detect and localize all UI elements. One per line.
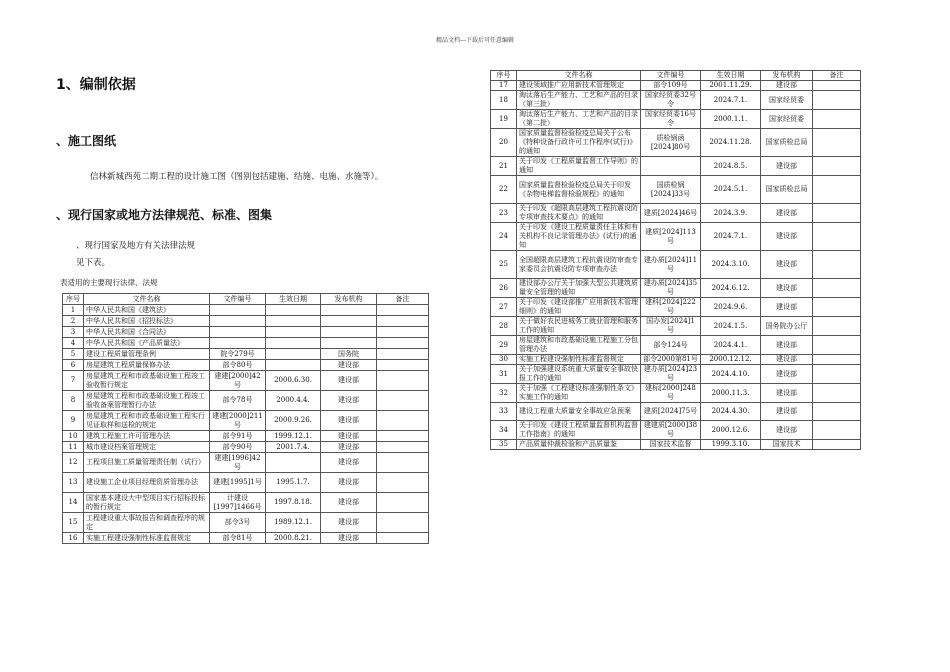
cell-no: 16: [63, 533, 84, 544]
cell-code: 建质[2024]75号: [641, 403, 701, 421]
cell-date: 2000.12.6.: [701, 421, 761, 440]
cell-no: 17: [491, 81, 517, 91]
table-row: [63, 493, 429, 513]
table-header-row: [491, 71, 861, 81]
table-row: [63, 473, 429, 493]
heading-drawings: 、施工图纸: [56, 134, 117, 148]
cell-note: [377, 338, 429, 349]
cell-code: [210, 316, 266, 327]
cell-no: 27: [491, 298, 517, 317]
cell-org: 建设部: [321, 513, 377, 533]
cell-org: 建设部: [761, 355, 813, 365]
cell-no: 20: [491, 129, 517, 157]
table-row: [63, 327, 429, 338]
table-row: [491, 355, 861, 365]
column-header: 发布机构: [321, 294, 377, 305]
cell-note: [813, 129, 861, 157]
cell-code: 建建[2000]211号: [210, 411, 266, 431]
table-row: [63, 513, 429, 533]
table-row: [63, 316, 429, 327]
cell-name: 中华人民共和国《合同法》: [84, 327, 210, 338]
cell-no: 8: [63, 391, 84, 411]
table-row: [63, 371, 429, 391]
cell-org: 建设部: [761, 336, 813, 355]
cell-name: 关于加强《工程建设标准强制性条文》实施工作的通知: [517, 384, 641, 403]
cell-note: [813, 355, 861, 365]
cell-no: 12: [63, 453, 84, 473]
cell-name: 建设工程重大质量安全事故应急预案: [517, 403, 641, 421]
cell-code: 建标[2000]248号: [641, 384, 701, 403]
column-header: 生效日期: [701, 71, 761, 81]
cell-note: [377, 513, 429, 533]
cell-date: 2024.3.9.: [701, 204, 761, 223]
table-caption: 表适用的主要现行法律、法规: [60, 278, 158, 287]
cell-code: 国家经贸委16号令: [641, 110, 701, 129]
cell-note: [813, 223, 861, 251]
column-header: 备注: [813, 71, 861, 81]
cell-date: 2024.4.10.: [701, 365, 761, 384]
cell-no: 28: [491, 317, 517, 336]
cell-no: 6: [63, 360, 84, 371]
cell-note: [377, 473, 429, 493]
cell-note: [377, 327, 429, 338]
cell-note: [377, 431, 429, 442]
cell-name: 建设施工企业项目经理资质管理办法: [84, 473, 210, 493]
cell-org: 建设部: [761, 223, 813, 251]
laws-line-1: 、现行国家及地方有关法律法规: [76, 241, 196, 251]
cell-note: [813, 204, 861, 223]
cell-org: 建设部: [321, 431, 377, 442]
cell-note: [813, 298, 861, 317]
cell-name: 工程项目施工质量管理责任制（试行）: [84, 453, 210, 473]
cell-no: 10: [63, 431, 84, 442]
table-row: [63, 305, 429, 316]
cell-org: 建设部: [321, 371, 377, 391]
cell-no: 2: [63, 316, 84, 327]
cell-no: 32: [491, 384, 517, 403]
cell-note: [377, 442, 429, 453]
cell-note: [813, 157, 861, 176]
cell-org: 建设部: [761, 204, 813, 223]
cell-org: 建设部: [761, 279, 813, 298]
cell-name: 中华人民共和国《建筑法》: [84, 305, 210, 316]
table-row: [63, 453, 429, 473]
cell-name: 关于印发《工程质量监督工作导则》的通知: [517, 157, 641, 176]
cell-code: 国家技术监督: [641, 440, 701, 450]
column-header: 序号: [63, 294, 84, 305]
cell-note: [813, 384, 861, 403]
cell-date: 2001.7.4.: [266, 442, 321, 453]
cell-date: 1997.8.18.: [266, 493, 321, 513]
table-row: [491, 317, 861, 336]
cell-note: [377, 453, 429, 473]
cell-code: [210, 305, 266, 316]
cell-no: 30: [491, 355, 517, 365]
cell-org: 建设部: [761, 81, 813, 91]
cell-org: 国务院: [321, 349, 377, 360]
cell-no: 11: [63, 442, 84, 453]
table-row: [491, 421, 861, 440]
cell-note: [377, 411, 429, 431]
cell-no: 7: [63, 371, 84, 391]
cell-org: 国家质检总局: [761, 176, 813, 204]
cell-org: [321, 316, 377, 327]
cell-no: 24: [491, 223, 517, 251]
cell-no: 5: [63, 349, 84, 360]
cell-note: [377, 360, 429, 371]
cell-name: 实施工程建设强制性标准监督规定: [517, 355, 641, 365]
drawings-text: 信林新城西苑二期工程的设计施工图（图别包括建施、结施、电施、水施等）。: [90, 172, 384, 182]
cell-name: 全国超限高层建筑工程抗震设防审查专家委员会抗震设防专项审查办法: [517, 251, 641, 279]
cell-no: 3: [63, 327, 84, 338]
table-row: [491, 176, 861, 204]
table-row: [491, 384, 861, 403]
table-row: [491, 223, 861, 251]
cell-name: 淘汰落后生产能力、工艺和产品的目录（第三批）: [517, 91, 641, 110]
cell-note: [813, 421, 861, 440]
column-header: 文件编号: [210, 294, 266, 305]
cell-date: 1999.3.10.: [701, 440, 761, 450]
cell-org: [321, 305, 377, 316]
cell-org: 建设部: [761, 157, 813, 176]
table-row: [491, 81, 861, 91]
cell-note: [377, 316, 429, 327]
cell-no: 34: [491, 421, 517, 440]
table-header-row: [63, 294, 429, 305]
laws-line-2: 见下表。: [76, 258, 111, 268]
cell-date: 2000.9.26.: [266, 411, 321, 431]
table-row: [491, 336, 861, 355]
cell-org: 建设部: [321, 391, 377, 411]
cell-note: [377, 493, 429, 513]
cell-code: 建质[2024]113号: [641, 223, 701, 251]
cell-date: [266, 327, 321, 338]
cell-date: 1995.1.7.: [266, 473, 321, 493]
cell-org: 建设部: [761, 251, 813, 279]
cell-note: [813, 110, 861, 129]
cell-org: 建设部: [321, 533, 377, 544]
cell-date: 2000.4.4.: [266, 391, 321, 411]
cell-code: 部令90号: [210, 442, 266, 453]
cell-code: 建建[1995]1号: [210, 473, 266, 493]
column-header: 发布机构: [761, 71, 813, 81]
cell-code: 部令124号: [641, 336, 701, 355]
laws-table-left: [62, 293, 429, 544]
cell-no: 9: [63, 411, 84, 431]
cell-note: [813, 81, 861, 91]
cell-code: 建建[1996]42号: [210, 453, 266, 473]
cell-name: 房屋建筑工程质量保修办法: [84, 360, 210, 371]
cell-org: 国家质检总局: [761, 129, 813, 157]
cell-code: [210, 327, 266, 338]
cell-code: 国家经贸委32号令: [641, 91, 701, 110]
cell-date: 2024.4.30.: [701, 403, 761, 421]
cell-no: 19: [491, 110, 517, 129]
cell-date: 2001.11.29.: [701, 81, 761, 91]
column-header: 文件名称: [84, 294, 210, 305]
cell-code: 建建质[2000]38号: [641, 421, 701, 440]
cell-no: 31: [491, 365, 517, 384]
cell-date: 1999.12.1.: [266, 431, 321, 442]
cell-name: 关于印发《超限高层建筑工程抗震设防专项审查技术要点》的通知: [517, 204, 641, 223]
cell-name: 关于印发《建设部推广应用新技术管理细则》的通知: [517, 298, 641, 317]
cell-date: 2024.7.1.: [701, 223, 761, 251]
cell-name: 房屋建筑工程和市政基础设施工程竣工验收暂行规定: [84, 371, 210, 391]
cell-date: 2000.8.21.: [266, 533, 321, 544]
cell-no: 35: [491, 440, 517, 450]
cell-org: 国务院办公厅: [761, 317, 813, 336]
table-row: [491, 440, 861, 450]
cell-date: 2024.9.6.: [701, 298, 761, 317]
cell-code: 部令81号: [210, 533, 266, 544]
table-row: [63, 442, 429, 453]
cell-note: [377, 533, 429, 544]
cell-name: 国家质量监督检验检疫总局关于印发《杂物电梯监督检验规程》的通知: [517, 176, 641, 204]
cell-note: [813, 91, 861, 110]
cell-date: 1989.12.1.: [266, 513, 321, 533]
cell-no: 4: [63, 338, 84, 349]
cell-name: 实施工程建设强制性标准监督规定: [84, 533, 210, 544]
cell-org: [321, 338, 377, 349]
cell-code: [210, 338, 266, 349]
table-row: [491, 204, 861, 223]
cell-name: 关于印发《建设工程质量监督机构监督工作指南》的通知: [517, 421, 641, 440]
cell-code: [641, 157, 701, 176]
cell-code: 部令80号: [210, 360, 266, 371]
table-row: [63, 349, 429, 360]
cell-org: 国家经贸委: [761, 110, 813, 129]
cell-date: [266, 360, 321, 371]
heading-basis: 1、编制依据: [56, 77, 136, 93]
cell-note: [377, 305, 429, 316]
column-header: 序号: [491, 71, 517, 81]
cell-name: 房屋建筑工程和市政基础设施工程实行见证取样和送检的规定: [84, 411, 210, 431]
table-row: [491, 251, 861, 279]
cell-code: 部令109号: [641, 81, 701, 91]
cell-name: 房屋建筑工程和市政基础设施工程竣工验收备案管理暂行办法: [84, 391, 210, 411]
cell-code: 建建[2000]42号: [210, 371, 266, 391]
cell-code: 计建设[1997]1466号: [210, 493, 266, 513]
cell-org: 建设部: [321, 453, 377, 473]
cell-name: 中华人民共和国《产品质量法》: [84, 338, 210, 349]
cell-org: 建设部: [761, 365, 813, 384]
cell-code: 建办质[2024]11号: [641, 251, 701, 279]
cell-no: 23: [491, 204, 517, 223]
cell-org: 建设部: [321, 442, 377, 453]
cell-no: 1: [63, 305, 84, 316]
cell-org: 国家技术: [761, 440, 813, 450]
cell-date: [266, 316, 321, 327]
table-row: [491, 157, 861, 176]
cell-no: 18: [491, 91, 517, 110]
cell-org: 建设部: [761, 298, 813, 317]
cell-note: [813, 251, 861, 279]
cell-code: 部令2000第81号: [641, 355, 701, 365]
cell-no: 25: [491, 251, 517, 279]
cell-name: 城市建设档案管理规定: [84, 442, 210, 453]
cell-name: 国家基本建设大中型项目实行招标投标的暂行规定: [84, 493, 210, 513]
cell-no: 15: [63, 513, 84, 533]
table-row: [63, 533, 429, 544]
cell-code: 建质[2024]46号: [641, 204, 701, 223]
cell-name: 建筑工程施工许可管理办法: [84, 431, 210, 442]
cell-name: 建设领域推广应用新技术管理规定: [517, 81, 641, 91]
cell-date: 2024.4.1.: [701, 336, 761, 355]
cell-org: 建设部: [761, 403, 813, 421]
cell-code: 部令78号: [210, 391, 266, 411]
column-header: 文件编号: [641, 71, 701, 81]
cell-code: 国质检锅[2024]33号: [641, 176, 701, 204]
cell-no: 26: [491, 279, 517, 298]
cell-date: 2000.12.12.: [701, 355, 761, 365]
cell-name: 房屋建筑和市政基础设施工程施工分包管理办法: [517, 336, 641, 355]
column-header: 生效日期: [266, 294, 321, 305]
cell-note: [813, 440, 861, 450]
column-header: 文件名称: [517, 71, 641, 81]
cell-note: [813, 279, 861, 298]
cell-note: [377, 349, 429, 360]
heading-laws: 、现行国家或地方法律规范、标准、图集: [56, 208, 273, 222]
cell-org: 建设部: [761, 421, 813, 440]
cell-name: 关于加强建设系统重大质量安全事故快报工作的通知: [517, 365, 641, 384]
cell-name: 国家质量监督检验检疫总局关于公布《特种设备行政许可工作程序(试行)》的通知: [517, 129, 641, 157]
cell-date: 2024.8.5.: [701, 157, 761, 176]
cell-name: 工程建设重大事故报告和调查程序的规定: [84, 513, 210, 533]
cell-no: 29: [491, 336, 517, 355]
cell-name: 建设工程质量管理条例: [84, 349, 210, 360]
cell-date: 2000.1.1.: [701, 110, 761, 129]
cell-no: 13: [63, 473, 84, 493]
table-row: [491, 110, 861, 129]
cell-name: 建设部办公厅关于加强大型公共建筑质量安全管理的通知: [517, 279, 641, 298]
cell-note: [813, 176, 861, 204]
cell-note: [813, 365, 861, 384]
cell-date: 2000.11.3.: [701, 384, 761, 403]
cell-date: 2024.3.10.: [701, 251, 761, 279]
cell-date: [266, 338, 321, 349]
cell-date: 2000.6.30.: [266, 371, 321, 391]
cell-date: [266, 305, 321, 316]
cell-code: 部令91号: [210, 431, 266, 442]
cell-no: 14: [63, 493, 84, 513]
cell-note: [813, 403, 861, 421]
cell-code: 部令3号: [210, 513, 266, 533]
cell-code: 质检锅函[2024]80号: [641, 129, 701, 157]
table-row: [63, 411, 429, 431]
cell-note: [377, 371, 429, 391]
page-header-note: 精品文档---下载后可任意编辑: [435, 37, 515, 44]
cell-no: 22: [491, 176, 517, 204]
cell-note: [377, 391, 429, 411]
cell-org: [321, 327, 377, 338]
cell-no: 21: [491, 157, 517, 176]
cell-name: 淘汰落后生产能力、工艺和产品的目录（第二批）: [517, 110, 641, 129]
cell-name: 关于印发《建设工程质量责任主体和有关机构不良记录管理办法》(试行)的通知: [517, 223, 641, 251]
cell-no: 33: [491, 403, 517, 421]
cell-org: 建设部: [761, 384, 813, 403]
table-row: [63, 431, 429, 442]
table-row: [63, 391, 429, 411]
cell-date: [266, 349, 321, 360]
cell-date: 2024.6.12.: [701, 279, 761, 298]
cell-org: 国家经贸委: [761, 91, 813, 110]
cell-org: 建设部: [321, 473, 377, 493]
cell-note: [813, 336, 861, 355]
cell-name: 产品质量仲裁检验和产品质量鉴: [517, 440, 641, 450]
cell-name: 关于做好农民进城务工就业管理和服务工作的通知: [517, 317, 641, 336]
table-row: [491, 91, 861, 110]
cell-code: 建办质[2024]23号: [641, 365, 701, 384]
laws-table-right: [490, 70, 861, 450]
cell-org: 建设部: [321, 493, 377, 513]
table-row: [491, 279, 861, 298]
cell-date: 2024.11.28.: [701, 129, 761, 157]
cell-name: 中华人民共和国《招投标法》: [84, 316, 210, 327]
table-row: [491, 403, 861, 421]
table-row: [491, 365, 861, 384]
cell-org: 建设部: [321, 411, 377, 431]
table-row: [63, 360, 429, 371]
cell-date: 2024.7.1.: [701, 91, 761, 110]
cell-code: 建办质[2024]35号: [641, 279, 701, 298]
cell-date: 2024.5.1.: [701, 176, 761, 204]
table-row: [63, 338, 429, 349]
cell-code: 建科[2024]222号: [641, 298, 701, 317]
cell-org: 建设部: [321, 360, 377, 371]
table-row: [491, 298, 861, 317]
cell-date: [266, 453, 321, 473]
cell-date: 2024.1.5.: [701, 317, 761, 336]
table-row: [491, 129, 861, 157]
cell-code: 国办发[2024]1号: [641, 317, 701, 336]
cell-code: 院令279号: [210, 349, 266, 360]
cell-note: [813, 317, 861, 336]
column-header: 备注: [377, 294, 429, 305]
